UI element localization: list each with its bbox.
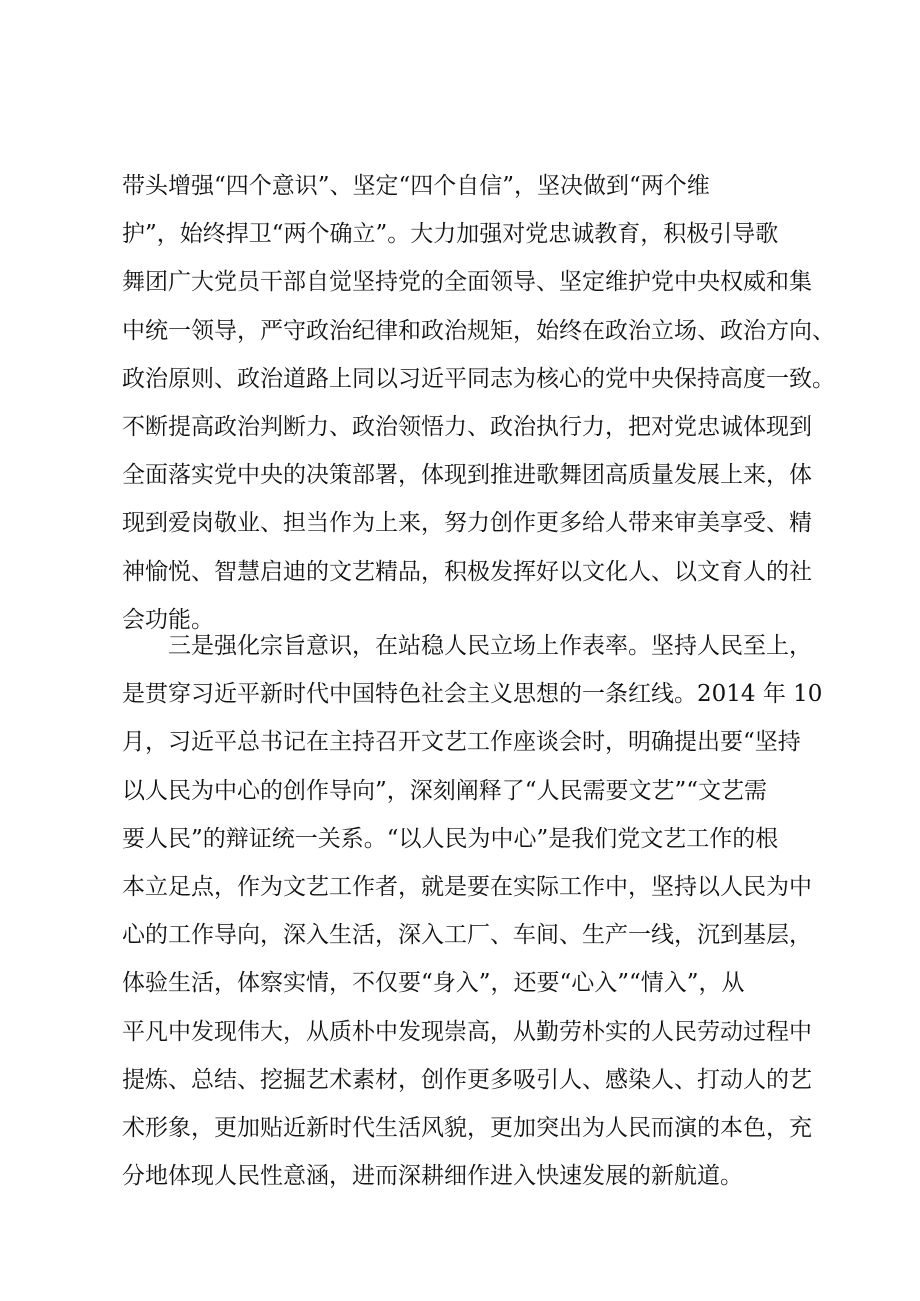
paragraph-2-line-5: 要人民”的辩证统一关系。“以人民为中心”是我们党文艺工作的根 (122, 825, 779, 852)
paragraph-2-line-3: 月，习近平总书记在主持召开文艺工作座谈会时，明确提出要“坚持 (122, 729, 801, 756)
paragraph-1-line-7: 全面落实党中央的决策部署，体现到推进歌舞团高质量发展上来，体 (122, 462, 812, 489)
paragraph-2-line-9: 平凡中发现伟大，从质朴中发现崇高，从勤劳朴实的人民劳动过程中 (122, 1018, 812, 1045)
paragraph-1-line-5: 政治原则、政治道路上同以习近平同志为核心的党中央保持高度一致。 (122, 365, 835, 392)
paragraph-1-line-9: 神愉悦、智慧启迪的文艺精品，积极发挥好以文化人、以文育人的社 (122, 558, 812, 585)
paragraph-2-line-7: 心的工作导向，深入生活，深入工厂、车间、生产一线，沉到基层， (122, 922, 812, 949)
paragraph-2-line-12: 分地体现人民性意涵，进而深耕细作进入快速发展的新航道。 (122, 1163, 743, 1190)
paragraph-1-line-8: 现到爱岗敬业、担当作为上来，努力创作更多给人带来审美享受、精 (122, 510, 812, 537)
paragraph-1-line-2: 护”，始终捍卫“两个确立”。大力加强对党忠诚教育，积极引导歌 (122, 221, 779, 248)
paragraph-1-line-3: 舞团广大党员干部自觉坚持党的全面领导、坚定维护党中央权威和集 (122, 269, 812, 296)
paragraph-2-line-10: 提炼、总结、挖掘艺术素材，创作更多吸引人、感染人、打动人的艺 (122, 1066, 812, 1093)
paragraph-2-line-1: 三是强化宗旨意识，在站稳人民立场上作表率。坚持人民至上， (122, 633, 812, 659)
paragraph-1-line-4: 中统一领导，严守政治纪律和政治规矩，始终在政治立场、政治方向、 (122, 317, 835, 344)
paragraph-2-line-6: 本立足点，作为文艺工作者，就是要在实际工作中，坚持以人民为中 (122, 873, 812, 900)
paragraph-2-line-11: 术形象，更加贴近新时代生活风貌，更加突出为人民而演的本色，充 (122, 1114, 812, 1141)
paragraph-2-line-2: 是贯穿习近平新时代中国特色社会主义思想的一条红线。2014 年 10 (122, 681, 823, 708)
paragraph-2-line-4: 以人民为中心的创作导向”，深刻阐释了“人民需要文艺”“文艺需 (122, 777, 768, 804)
paragraph-2-line-8: 体验生活，体察实情，不仅要“身入”，还要“心入”“情入”，从 (122, 970, 745, 997)
paragraph-2 (122, 622, 826, 1200)
paragraph-1-line-6: 不断提高政治判断力、政治领悟力、政治执行力，把对党忠诚体现到 (122, 413, 812, 440)
paragraph-1-line-1: 带头增强“四个意识”、坚定“四个自信”，坚决做到“两个维 (122, 173, 710, 199)
paragraph-1 (122, 162, 835, 644)
paragraph-1-line-10: 会功能。 (122, 606, 214, 633)
